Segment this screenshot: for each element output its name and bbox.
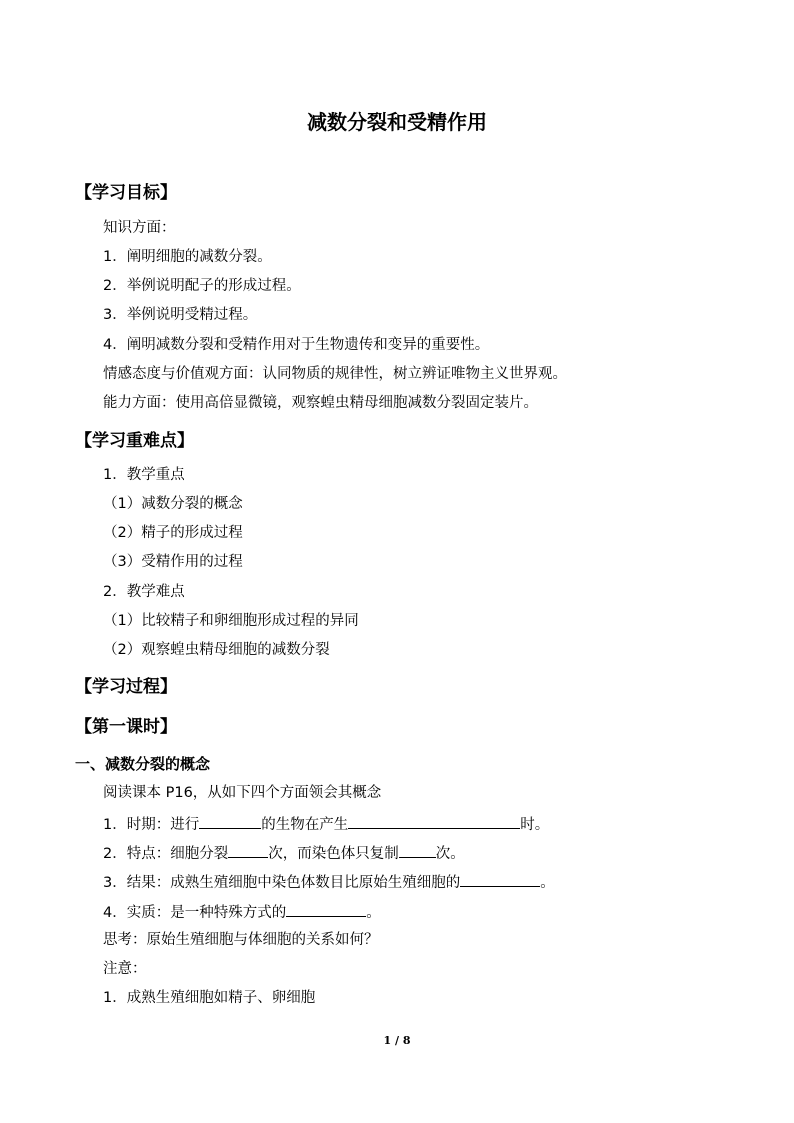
question-1 [103, 813, 549, 835]
question-3-text-b: 。 [540, 875, 555, 891]
fill-blank[interactable] [199, 813, 261, 829]
note-label: 注意： [103, 961, 147, 977]
question-2 [103, 842, 465, 864]
objective-item: 1．阐明细胞的减数分裂。 [103, 249, 272, 265]
intro-text: 阅读课本 P16，从如下四个方面领会其概念 [103, 785, 382, 801]
focus-item: （1）减数分裂的概念 [103, 496, 243, 512]
question-3-text-a: 3．结果：成熟生殖细胞中染色体数目比原始生殖细胞的 [103, 875, 461, 891]
ability-objective: 能力方面：使用高倍显微镜，观察蝗虫精母细胞减数分裂固定装片。 [103, 395, 538, 411]
think-question: 思考：原始生殖细胞与体细胞的关系如何？ [103, 932, 379, 948]
question-3 [103, 871, 555, 893]
fill-blank[interactable] [348, 813, 520, 829]
page-number: 1 / 8 [383, 1034, 411, 1047]
objective-item: 3．举例说明受精过程。 [103, 307, 258, 323]
part1-title: 一、减数分裂的概念 [75, 755, 211, 773]
question-4-text-b: 。 [366, 905, 381, 921]
question-4-text-a: 4．实质：是一种特殊方式的 [103, 905, 287, 921]
question-2-text-a: 2．特点：细胞分裂 [103, 846, 229, 862]
objective-item: 4．阐明减数分裂和受精作用对于生物遗传和变异的重要性。 [103, 337, 490, 353]
focus-item: （3）受精作用的过程 [103, 554, 243, 570]
question-4 [103, 901, 381, 923]
fill-blank[interactable] [286, 901, 366, 917]
knowledge-label: 知识方面： [103, 220, 176, 236]
emotion-objective: 情感态度与价值观方面：认同物质的规律性，树立辨证唯物主义世界观。 [103, 366, 567, 382]
focus-label: 1．教学重点 [103, 467, 185, 483]
objective-item: 2．举例说明配子的形成过程。 [103, 278, 301, 294]
lesson-heading: 【第一课时】 [75, 717, 177, 737]
key-points-heading: 【学习重难点】 [75, 431, 194, 451]
question-2-text-b: 次，而染色体只复制 [268, 846, 399, 862]
difficulty-item: （2）观察蝗虫精母细胞的减数分裂 [103, 642, 330, 658]
note-item: 1．成熟生殖细胞如精子、卵细胞 [103, 990, 316, 1006]
question-1-text-a: 1．时期：进行 [103, 817, 200, 833]
focus-item: （2）精子的形成过程 [103, 525, 243, 541]
objectives-heading: 【学习目标】 [75, 183, 177, 203]
process-heading: 【学习过程】 [75, 677, 177, 697]
difficulty-label: 2．教学难点 [103, 584, 185, 600]
fill-blank[interactable] [399, 842, 436, 858]
fill-blank[interactable] [460, 871, 540, 887]
difficulty-item: （1）比较精子和卵细胞形成过程的异同 [103, 613, 359, 629]
question-1-text-b: 的生物在产生 [261, 817, 349, 833]
fill-blank[interactable] [228, 842, 268, 858]
question-2-text-c: 次。 [435, 846, 465, 862]
question-1-text-c: 时。 [520, 817, 550, 833]
page-title: 减数分裂和受精作用 [307, 110, 487, 134]
